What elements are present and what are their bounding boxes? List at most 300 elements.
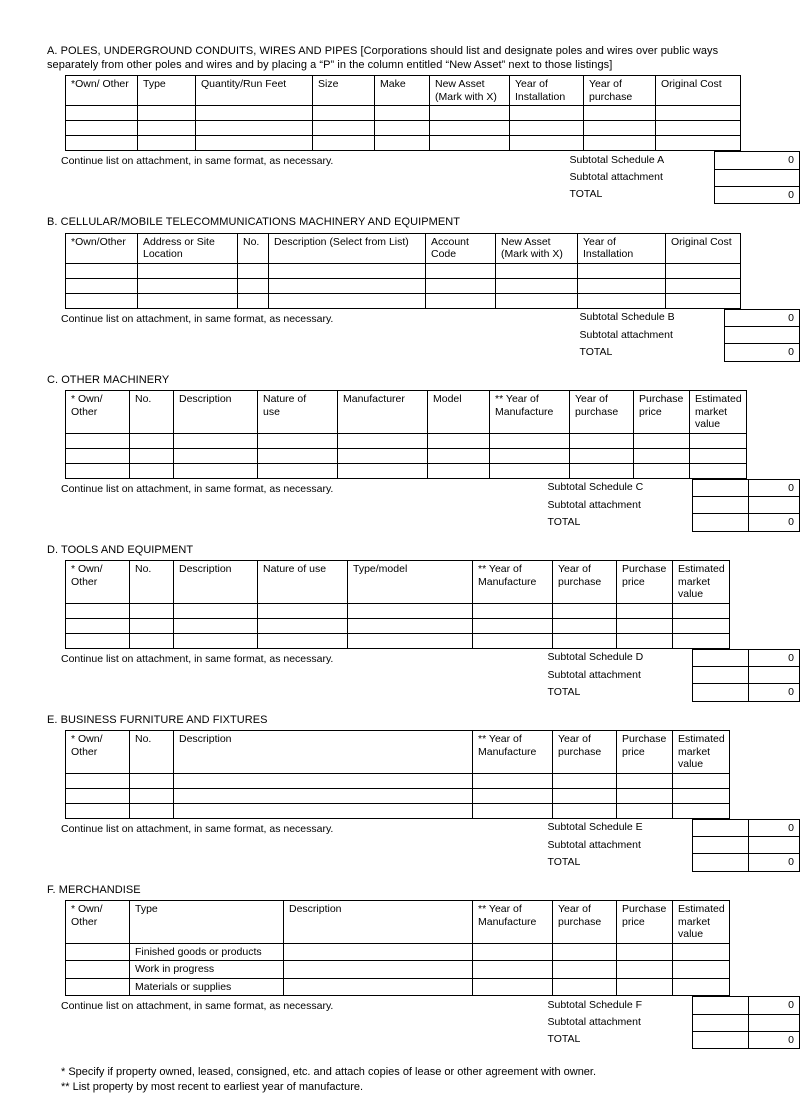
table-cell-input[interactable]: [130, 463, 174, 478]
table-cell-input[interactable]: [66, 803, 130, 818]
table-cell-input[interactable]: [338, 463, 428, 478]
table-cell-input[interactable]: [553, 978, 617, 996]
subtotal-block-b: [47, 309, 800, 362]
table-cell-input[interactable]: [690, 448, 747, 463]
table-cell-input[interactable]: [338, 448, 428, 463]
table-row: [66, 773, 730, 788]
table-cell-input[interactable]: [510, 121, 584, 136]
table-cell-input[interactable]: [553, 961, 617, 979]
table-cell-input[interactable]: [426, 293, 496, 308]
column-header-line1: Year of: [558, 563, 612, 576]
section-title-e: E. BUSINESS FURNITURE AND FIXTURES: [47, 714, 800, 728]
table-cell-input[interactable]: [66, 603, 130, 618]
table-cell-input[interactable]: [656, 106, 741, 121]
table-cell-input[interactable]: [66, 618, 130, 633]
table-holder-b: [65, 233, 800, 309]
column-header-line1: Account: [431, 236, 491, 249]
column-header-line2: purchase: [589, 91, 651, 104]
subtotal-value-box[interactable]: [693, 1031, 749, 1049]
table-cell-input[interactable]: [196, 121, 313, 136]
column-header-line2: Manufacture: [478, 576, 548, 589]
subtotal-value-box[interactable]: [693, 684, 749, 702]
table-cell-input[interactable]: [66, 773, 130, 788]
column-header-line1: Type: [135, 903, 279, 916]
column-header-line1: Original Cost: [661, 78, 736, 91]
table-cell-input[interactable]: [258, 633, 348, 648]
subtotal-value-box[interactable]: 0: [749, 479, 800, 497]
table-cell-input[interactable]: [570, 463, 634, 478]
table-cell-input[interactable]: [284, 978, 473, 996]
table-cell-input[interactable]: [473, 603, 553, 618]
table-cell-input[interactable]: [553, 943, 617, 961]
subtotal-table: [575, 309, 800, 362]
subtotal-table: [565, 151, 800, 204]
table-cell-input[interactable]: [375, 121, 430, 136]
subtotal-value-box[interactable]: [693, 997, 749, 1015]
table-cell-input[interactable]: [269, 293, 426, 308]
column-header-line1: No.: [135, 393, 169, 406]
column-header-line1: Nature of: [263, 393, 333, 406]
continue-list-note: Continue list on attachment, in same format, as necessary.: [47, 819, 333, 836]
column-header-line1: *Own/ Other: [71, 78, 133, 91]
table-cell-input[interactable]: [313, 121, 375, 136]
table-cell-input[interactable]: [130, 448, 174, 463]
column-header: [578, 233, 666, 263]
column-header: [130, 561, 174, 604]
subtotal-table: [543, 479, 800, 532]
table-row: [66, 293, 741, 308]
table-cell-input[interactable]: [553, 633, 617, 648]
table-cell-input[interactable]: [258, 618, 348, 633]
table-cell-input[interactable]: [617, 773, 673, 788]
table-row: [66, 603, 730, 618]
subtotal-value-box[interactable]: [693, 854, 749, 872]
table-cell-input[interactable]: [348, 618, 473, 633]
table-cell-input[interactable]: [174, 448, 258, 463]
table-header-row: [66, 76, 741, 106]
table-cell-input[interactable]: [584, 106, 656, 121]
table-cell-input[interactable]: [617, 603, 673, 618]
subtotal-label: Subtotal Schedule D: [543, 649, 693, 667]
table-holder-d: [65, 560, 800, 649]
table-cell-input[interactable]: [66, 293, 138, 308]
table-cell-input[interactable]: [238, 278, 269, 293]
column-header-line1: Purchase: [622, 733, 668, 746]
table-row: [66, 978, 730, 996]
subtotal-value-box[interactable]: 0: [749, 684, 800, 702]
column-header-line1: Nature of use: [263, 563, 343, 576]
column-header-line1: * Own/: [71, 563, 125, 576]
table-header-row: [66, 901, 730, 944]
schedule-table-c: [65, 390, 747, 479]
table-cell-input[interactable]: [66, 263, 138, 278]
subtotal-value-box[interactable]: [715, 169, 800, 186]
table-cell-input[interactable]: [313, 136, 375, 151]
table-cell-input[interactable]: [570, 448, 634, 463]
section-spacer: [47, 532, 800, 544]
table-cell-input[interactable]: [130, 773, 174, 788]
subtotal-value-box[interactable]: 0: [749, 819, 800, 837]
column-header: [196, 76, 313, 106]
table-row: [66, 803, 730, 818]
subtotal-label: TOTAL: [575, 344, 725, 362]
section-spacer: [47, 204, 800, 216]
column-header: [338, 391, 428, 434]
column-header: [130, 731, 174, 774]
table-cell-input[interactable]: [66, 278, 138, 293]
table-cell-input[interactable]: [174, 788, 473, 803]
table-cell-input[interactable]: [428, 463, 490, 478]
subtotal-block-a: [47, 151, 800, 204]
subtotal-value-box[interactable]: [693, 649, 749, 667]
subtotal-row: [565, 152, 800, 170]
section-title-b: B. CELLULAR/MOBILE TELECOMMUNICATIONS MACHINERY AND EQUIPMENT: [47, 216, 800, 230]
table-cell-input[interactable]: [174, 618, 258, 633]
table-cell-input[interactable]: [617, 803, 673, 818]
table-cell-input[interactable]: [617, 943, 673, 961]
table-cell-input[interactable]: [130, 633, 174, 648]
table-cell-input[interactable]: [138, 106, 196, 121]
subtotal-value-box[interactable]: 0: [715, 186, 800, 204]
subtotal-value-box[interactable]: [749, 837, 800, 854]
table-cell-input[interactable]: [496, 293, 578, 308]
column-header: [473, 731, 553, 774]
table-cell-input[interactable]: [473, 618, 553, 633]
table-cell-input[interactable]: [490, 463, 570, 478]
table-cell-input[interactable]: [473, 961, 553, 979]
table-cell-input[interactable]: [258, 463, 338, 478]
column-header-line2: purchase: [558, 746, 612, 759]
subtotal-value-box[interactable]: 0: [749, 1031, 800, 1049]
table-cell-input[interactable]: [130, 788, 174, 803]
table-cell-input[interactable]: [578, 263, 666, 278]
table-cell-input[interactable]: [673, 978, 730, 996]
table-cell-input[interactable]: [473, 943, 553, 961]
table-cell-input[interactable]: [66, 463, 130, 478]
column-header-line2: Code: [431, 248, 491, 261]
table-cell-input[interactable]: [510, 106, 584, 121]
column-header-line2: Installation: [515, 91, 579, 104]
table-cell-input[interactable]: [313, 106, 375, 121]
column-header-line1: ** Year of: [478, 903, 548, 916]
table-cell-input[interactable]: [66, 136, 138, 151]
table-cell-input[interactable]: [174, 773, 473, 788]
table-cell-input[interactable]: [138, 263, 238, 278]
subtotal-table: [543, 819, 800, 872]
table-cell-input[interactable]: [284, 943, 473, 961]
table-cell-input[interactable]: [473, 803, 553, 818]
table-cell-input[interactable]: [138, 278, 238, 293]
table-cell-input[interactable]: [617, 633, 673, 648]
table-cell-input[interactable]: [634, 433, 690, 448]
table-cell-input[interactable]: [617, 788, 673, 803]
table-cell-input[interactable]: [430, 121, 510, 136]
column-header: [284, 901, 473, 944]
table-cell-input[interactable]: [473, 773, 553, 788]
table-cell-input[interactable]: [258, 448, 338, 463]
subtotal-table: [543, 649, 800, 702]
table-cell-input[interactable]: [375, 106, 430, 121]
column-header: [473, 901, 553, 944]
column-header: [238, 233, 269, 263]
table-cell-input[interactable]: [673, 803, 730, 818]
table-cell-input[interactable]: [617, 618, 673, 633]
column-header: [656, 76, 741, 106]
column-header: [673, 561, 730, 604]
column-header-line1: Description: [289, 903, 468, 916]
table-cell-input[interactable]: [553, 788, 617, 803]
table-cell-input[interactable]: [617, 978, 673, 996]
column-header-line1: Year of: [575, 393, 629, 406]
table-cell-input[interactable]: [66, 788, 130, 803]
table-cell-input[interactable]: [66, 106, 138, 121]
table-cell-input[interactable]: [196, 136, 313, 151]
table-cell-input[interactable]: [656, 136, 741, 151]
subtotal-value-box[interactable]: 0: [725, 309, 800, 327]
table-cell-input[interactable]: [473, 633, 553, 648]
subtotal-row: [565, 169, 800, 186]
table-cell-input[interactable]: [578, 293, 666, 308]
table-cell-input[interactable]: [617, 961, 673, 979]
table-row: [66, 961, 730, 979]
table-row: [66, 788, 730, 803]
table-header-row: [66, 561, 730, 604]
table-cell-input[interactable]: [66, 961, 130, 979]
table-cell-input[interactable]: [584, 121, 656, 136]
table-cell-input[interactable]: [553, 603, 617, 618]
table-cell-input[interactable]: [673, 943, 730, 961]
table-cell-input[interactable]: [174, 633, 258, 648]
table-cell-input[interactable]: [553, 773, 617, 788]
table-row: [66, 448, 747, 463]
table-row: [66, 263, 741, 278]
table-cell-input[interactable]: [673, 603, 730, 618]
subtotal-value-box[interactable]: [693, 479, 749, 497]
subtotal-value-box[interactable]: [725, 327, 800, 344]
table-cell-input[interactable]: [138, 293, 238, 308]
subtotal-label: TOTAL: [543, 854, 693, 872]
table-cell-input[interactable]: [348, 633, 473, 648]
table-cell-input[interactable]: [553, 618, 617, 633]
column-header-line2: purchase: [558, 916, 612, 929]
table-cell-input[interactable]: [174, 433, 258, 448]
table-cell-input[interactable]: [66, 978, 130, 996]
column-header-line2: Location: [143, 248, 233, 261]
subtotal-block-f: [47, 996, 800, 1049]
table-cell-input[interactable]: [666, 263, 741, 278]
table-cell-input[interactable]: [473, 788, 553, 803]
table-cell-input[interactable]: [130, 618, 174, 633]
table-cell-input[interactable]: [673, 618, 730, 633]
subtotal-value-box[interactable]: 0: [749, 514, 800, 532]
table-cell-input[interactable]: [634, 463, 690, 478]
table-cell-label: Materials or supplies: [130, 978, 284, 996]
subtotal-row: [543, 1014, 800, 1031]
column-header-line2: purchase: [575, 406, 629, 419]
subtotal-value-box[interactable]: [693, 1014, 749, 1031]
column-header-line1: Address or Site: [143, 236, 233, 249]
subtotal-label: Subtotal attachment: [565, 169, 715, 186]
subtotal-value-box[interactable]: [749, 667, 800, 684]
subtotal-value-box[interactable]: [693, 667, 749, 684]
subtotal-value-box[interactable]: [693, 514, 749, 532]
table-cell-input[interactable]: [348, 603, 473, 618]
table-cell-input[interactable]: [66, 433, 130, 448]
table-cell-input[interactable]: [269, 278, 426, 293]
schedule-section-f: [47, 884, 800, 1066]
table-cell-input[interactable]: [428, 433, 490, 448]
subtotal-label: Subtotal attachment: [543, 667, 693, 684]
schedule-table-e: [65, 730, 730, 819]
schedule-sections: [47, 45, 800, 1065]
column-header-line1: No.: [243, 236, 264, 249]
table-cell-input[interactable]: [673, 633, 730, 648]
table-cell-input[interactable]: [138, 121, 196, 136]
column-header-line1: Year of: [583, 236, 661, 249]
column-header-line2: Other: [71, 916, 125, 929]
table-cell-input[interactable]: [473, 978, 553, 996]
table-cell-input[interactable]: [258, 603, 348, 618]
table-cell-input[interactable]: [66, 448, 130, 463]
table-cell-input[interactable]: [284, 961, 473, 979]
column-header: [570, 391, 634, 434]
table-cell-input[interactable]: [66, 121, 138, 136]
column-header-line2: purchase: [558, 576, 612, 589]
table-cell-input[interactable]: [490, 448, 570, 463]
table-cell-input[interactable]: [238, 263, 269, 278]
table-cell-input[interactable]: [130, 803, 174, 818]
table-cell-input[interactable]: [66, 633, 130, 648]
subtotal-label: TOTAL: [543, 1031, 693, 1049]
footnote: ** List property by most recent to earliest year of manufacture.: [61, 1080, 800, 1095]
table-cell-input[interactable]: [174, 803, 473, 818]
table-cell-input[interactable]: [673, 788, 730, 803]
table-cell-input[interactable]: [673, 961, 730, 979]
subtotal-value-box[interactable]: 0: [749, 854, 800, 872]
table-cell-input[interactable]: [690, 463, 747, 478]
column-header: [553, 731, 617, 774]
continue-list-note: Continue list on attachment, in same format, as necessary.: [47, 309, 333, 326]
subtotal-value-box[interactable]: 0: [725, 344, 800, 362]
column-header: [673, 901, 730, 944]
column-header: [584, 76, 656, 106]
column-header-line2: price: [622, 576, 668, 589]
column-header-line2: price: [622, 746, 668, 759]
table-cell-input[interactable]: [196, 106, 313, 121]
table-header-row: [66, 233, 741, 263]
table-cell-input[interactable]: [138, 136, 196, 151]
subtotal-right: [543, 996, 800, 1049]
table-cell-input[interactable]: [510, 136, 584, 151]
table-cell-input[interactable]: [174, 463, 258, 478]
schedule-section-b: [47, 216, 800, 374]
table-holder-f: [65, 900, 800, 996]
table-cell-input[interactable]: [656, 121, 741, 136]
column-header-line1: * Own/: [71, 733, 125, 746]
subtotal-row: [575, 344, 800, 362]
column-header-line1: Original Cost: [671, 236, 736, 249]
subtotal-value-box[interactable]: [693, 819, 749, 837]
table-cell-input[interactable]: [130, 433, 174, 448]
table-cell-input[interactable]: [673, 773, 730, 788]
table-cell-input[interactable]: [578, 278, 666, 293]
subtotal-value-box[interactable]: [749, 1014, 800, 1031]
column-header-line1: Purchase: [622, 563, 668, 576]
column-header: [348, 561, 473, 604]
table-cell-input[interactable]: [496, 278, 578, 293]
table-cell-input[interactable]: [490, 433, 570, 448]
table-cell-input[interactable]: [690, 433, 747, 448]
subtotal-value-box[interactable]: 0: [715, 152, 800, 170]
subtotal-row: [543, 997, 800, 1015]
column-header-line1: Year of: [589, 78, 651, 91]
table-cell-input[interactable]: [258, 433, 338, 448]
table-cell-input[interactable]: [174, 603, 258, 618]
table-cell-input[interactable]: [338, 433, 428, 448]
column-header-line1: Estimated: [678, 563, 725, 576]
column-header: [66, 561, 130, 604]
table-cell-input[interactable]: [666, 293, 741, 308]
column-header-line2: market value: [678, 746, 725, 771]
column-header-line1: No.: [135, 563, 169, 576]
column-header-line2: price: [622, 916, 668, 929]
subtotal-value-box[interactable]: [693, 497, 749, 514]
table-cell-input[interactable]: [428, 448, 490, 463]
subtotal-value-box[interactable]: [693, 837, 749, 854]
subtotal-label: Subtotal Schedule F: [543, 997, 693, 1015]
column-header: [473, 561, 553, 604]
table-cell-input[interactable]: [634, 448, 690, 463]
table-cell-input[interactable]: [238, 293, 269, 308]
table-cell-input[interactable]: [584, 136, 656, 151]
continue-list-note: Continue list on attachment, in same format, as necessary.: [47, 996, 333, 1013]
column-header: [174, 391, 258, 434]
column-header: [174, 731, 473, 774]
column-header: [553, 561, 617, 604]
column-header-line1: Purchase: [622, 903, 668, 916]
section-spacer: [47, 362, 800, 374]
column-header: [138, 76, 196, 106]
column-header: [66, 76, 138, 106]
subtotal-value-box[interactable]: 0: [749, 649, 800, 667]
subtotal-value-box[interactable]: [749, 497, 800, 514]
schedule-section-a: [47, 45, 800, 216]
column-header-line1: ** Year of: [495, 393, 565, 406]
table-cell-input[interactable]: [666, 278, 741, 293]
table-cell-input[interactable]: [570, 433, 634, 448]
footnotes: [47, 1065, 800, 1095]
column-header: [617, 901, 673, 944]
table-row: [66, 943, 730, 961]
subtotal-right: [543, 479, 800, 532]
column-header-line2: Installation: [583, 248, 661, 261]
column-header-line1: Estimated: [695, 393, 742, 406]
table-cell-input[interactable]: [430, 136, 510, 151]
column-header: [430, 76, 510, 106]
table-cell-input[interactable]: [375, 136, 430, 151]
column-header-line1: Type: [143, 78, 191, 91]
table-cell-input[interactable]: [553, 803, 617, 818]
table-cell-input[interactable]: [426, 278, 496, 293]
table-cell-input[interactable]: [430, 106, 510, 121]
table-cell-input[interactable]: [130, 603, 174, 618]
table-holder-c: [65, 390, 800, 479]
table-cell-input[interactable]: [496, 263, 578, 278]
subtotal-value-box[interactable]: 0: [749, 997, 800, 1015]
table-cell-input[interactable]: [269, 263, 426, 278]
table-cell-input[interactable]: [66, 943, 130, 961]
table-cell-input[interactable]: [426, 263, 496, 278]
